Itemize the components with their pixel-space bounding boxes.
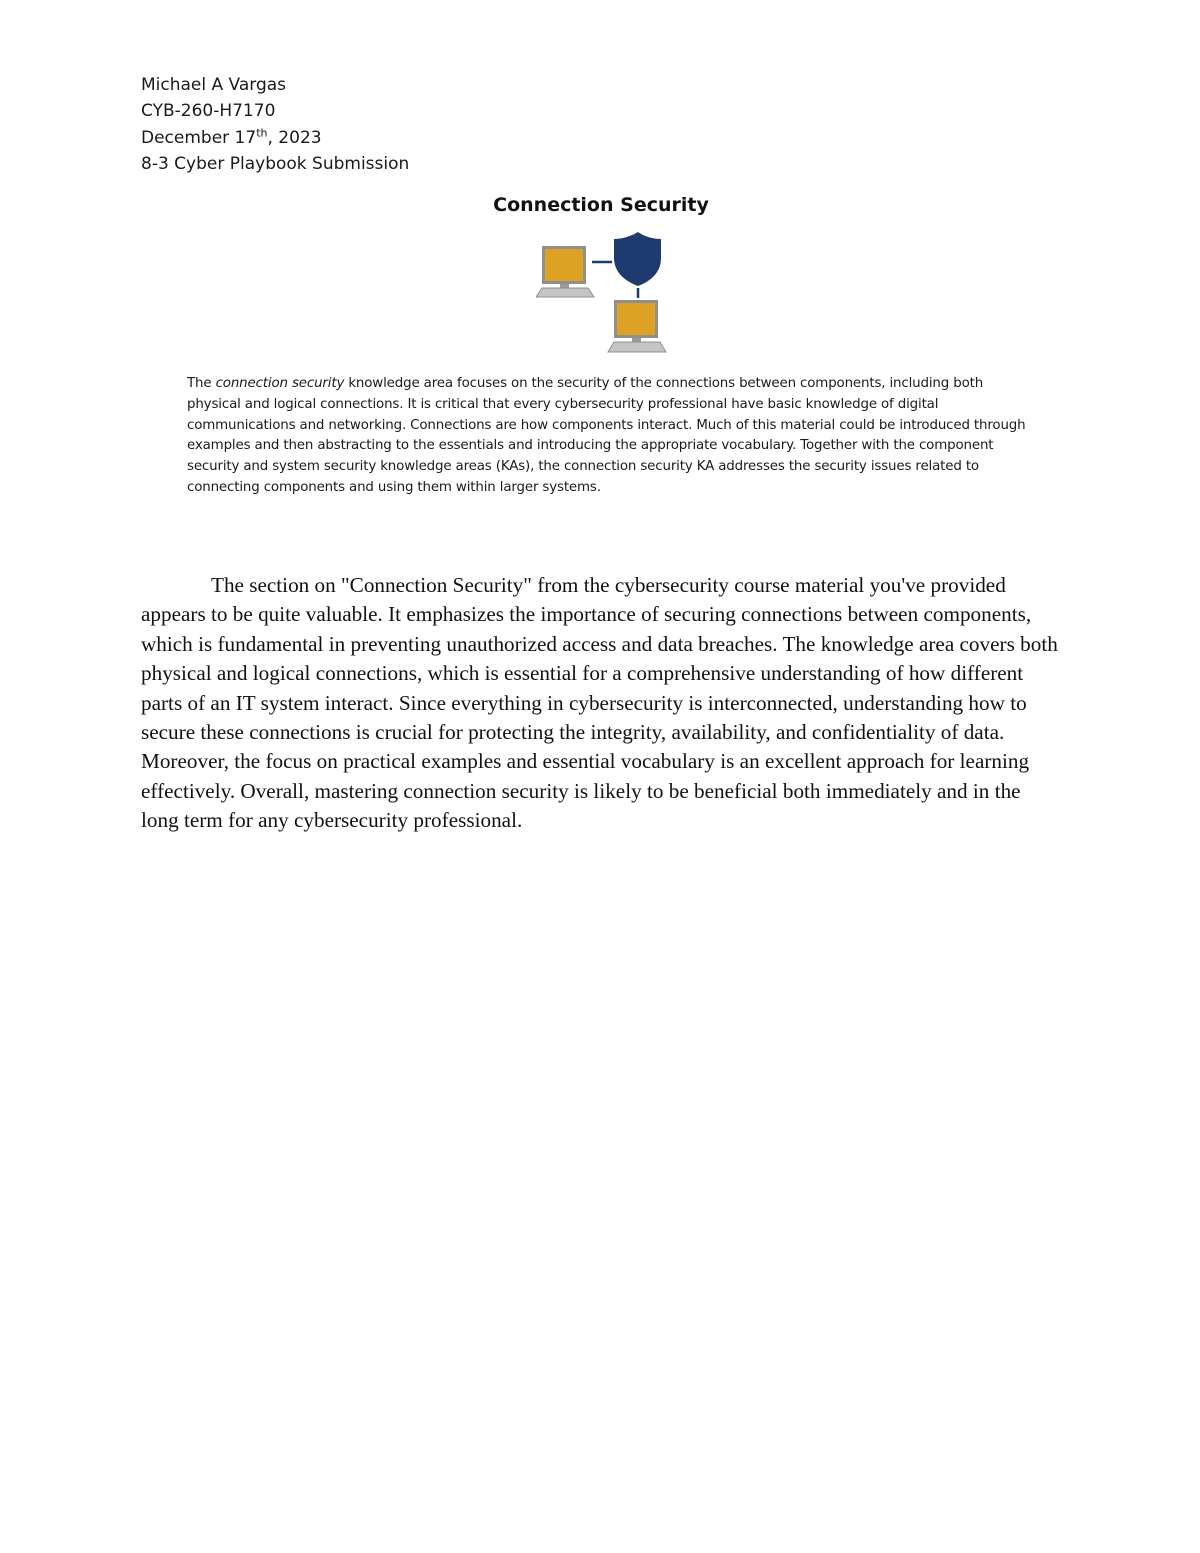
excerpt-term: connection security xyxy=(215,376,345,391)
author-name: Michael A Vargas xyxy=(141,75,287,95)
submission-date xyxy=(141,125,409,151)
computer-icon xyxy=(608,300,666,352)
shield-icon xyxy=(614,232,661,286)
course-excerpt xyxy=(187,374,1027,499)
connection-security-illustration xyxy=(536,230,668,356)
body-paragraph: The section on "Connection Security" from the cybersecurity course material you've provided appears to be quite valuable. It emphasizes the importance of securing connections between components, which is fundamental in preventing unauthorized access and data breaches. The knowledge area covers both physical and logical connections, which is essential for a comprehensive understanding of how different parts of an IT system interact. Since everything in cybersecurity is interconnected, understanding how to secure these connections is crucial for protecting the integrity, availability, and confidentiality of data. Moreover, the focus on practical examples and essential vocabulary is an excellent approach for learning effectively. Overall, mastering connection security is likely to be beneficial both immediately and in the long term for any cybersecurity professional. xyxy=(141,573,1058,833)
assignment-title: 8-3 Cyber Playbook Submission xyxy=(141,153,410,174)
date-text: December 17 xyxy=(141,127,257,148)
network-diagram-icon xyxy=(536,230,668,356)
date-year: , 2023 xyxy=(267,127,322,148)
document-header xyxy=(141,72,409,177)
figure-title xyxy=(0,194,1200,216)
excerpt-lead: The xyxy=(187,376,216,391)
computer-icon xyxy=(536,246,594,297)
date-ordinal: th xyxy=(256,125,268,139)
course-code: CYB-260-H7170 xyxy=(141,101,276,122)
figure-title-text: Connection Security xyxy=(493,194,709,216)
excerpt-text: knowledge area focuses on the security of the connections between components, including both physical and logical connections. It is critical that every cybersecurity professional have basic knowledge of digital communications and networking. Connections are how components interact. Much of this material could be introduced through examples and then abstracting to the essentials and introducing the appropriate vocabulary. Together with the component security and system security knowledge areas (KAs), the connection security KA addresses the security issues related to connecting components and using them within larger systems. xyxy=(187,376,1026,495)
